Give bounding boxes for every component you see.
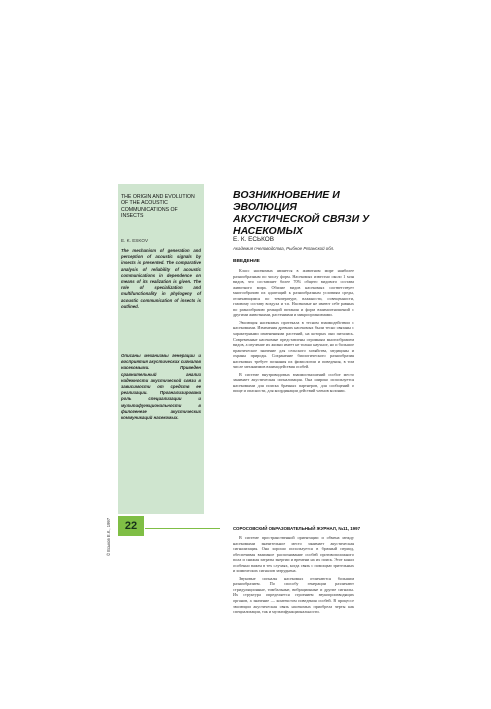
english-author: E. K. ESKOV — [121, 238, 149, 243]
page-number: 22 — [118, 516, 144, 536]
russian-abstract: Описаны механизмы генерации и восприятия акустических сигналов насекомыми. Приведен сравнительный анализ надежности акустической связи в зависимости от средств ее реализации. Проанализирована роль специализации и мультифункциональности в филогенезе акустических коммуникаций насекомых. — [121, 353, 201, 421]
english-abstract: The mechanism of generation and perception of acoustic signals by insects is presented. The comparative analysis of reliability of acoustic communications in dependence on means of its realization is given. The role of specialization and multifunctionality in phylogeny of acoustic communication of insects is outlined. — [121, 248, 201, 309]
body-paragraph: Класс насекомых является в животном мире наиболее разнообразным по числу форм. Насекомых известно около 1 млн видов, что составляет более 70% общего видового состава животного мира. Обилие видов насекомых соответствует многообразию их адаптаций к разнообразным условиям среды, отличающимся по температуре, влажности, освещенности, газовому составу воздуха и т.п. Насекомые не имеют себе равных по разнообразию реакций питания и форм взаимоотношений с другими животными, растениями и микроорганизмами. — [233, 268, 354, 318]
journal-footer: СОРОСОВСКИЙ ОБРАЗОВАТЕЛЬНЫЙ ЖУРНАЛ, №11, 1997 — [233, 526, 361, 531]
abstract-sidebar — [118, 184, 204, 514]
footer-rule — [145, 528, 220, 529]
article-body-bottom — [233, 535, 354, 705]
article-title: ВОЗНИКНОВЕНИЕ И ЭВОЛЮЦИЯ АКУСТИЧЕСКОЙ СВЯЗИ У НАСЕКОМЫХ — [233, 189, 370, 237]
author-affiliation: Академия пчеловодства, Рыбное Рязанской обл. — [233, 246, 335, 251]
article-body-top — [233, 268, 354, 520]
article-author: Е. К. ЕСЬКОВ — [233, 236, 275, 243]
body-paragraph: Эволюция насекомых протекала в тесном взаимодействии с насекомыми. Изменения древних насекомых были тесно связаны с характерными изменениями растений, на которых они питались. Современные насекомые представлены огромным многообразием видов, а изучение их жизни имеет не только научное, но и большое практическое значение для сельского хозяйства, медицины и охраны природы. Сохранение биологического разнообразия насекомых требует познания их физиологии и поведения, в том числе механизмов взаимодействия особей. — [233, 319, 354, 370]
english-title: THE ORIGIN AND EVOLUTION OF THE ACOUSTIC COMMUNICATIONS OF INSECTS — [121, 194, 195, 220]
copyright-note: © Еськов Е.К., 1997 — [106, 517, 111, 556]
section-heading: ВВЕДЕНИЕ — [233, 259, 260, 264]
body-paragraph: В системе внутривидовых взаимоотношений особое место занимает акустическая сигнализация. Она широко используется насекомыми для поиска брачных партнеров, для сообщений о пище и опасности, для координации действий членов колонии. — [233, 371, 354, 394]
body-paragraph: Звуковые сигналы насекомых отличаются большим разнообразием. По способу генерации различают стридуляционные, тимбальные, вибрационные и другие сигналы. Их структура определяется строением звукопроизводящих органов, а значение — контекстом поведения особей. В процессе эволюции акустическая связь насекомых приобрела черты как специализации, так и мультифункциональности. — [233, 575, 354, 615]
body-paragraph: В системе пространственной ориентации и обмена между насекомыми значительное место занимает акустическая сигнализация. Она хорошо используется в брачный период, обеспечивая взаимное распознавание особей противоположного пола и снижая затраты энергии и времени на их поиск. Этот канал особенно важен в тех случаях, когда связь с помощью зрительных и химических сигналов затруднена. — [233, 535, 354, 574]
